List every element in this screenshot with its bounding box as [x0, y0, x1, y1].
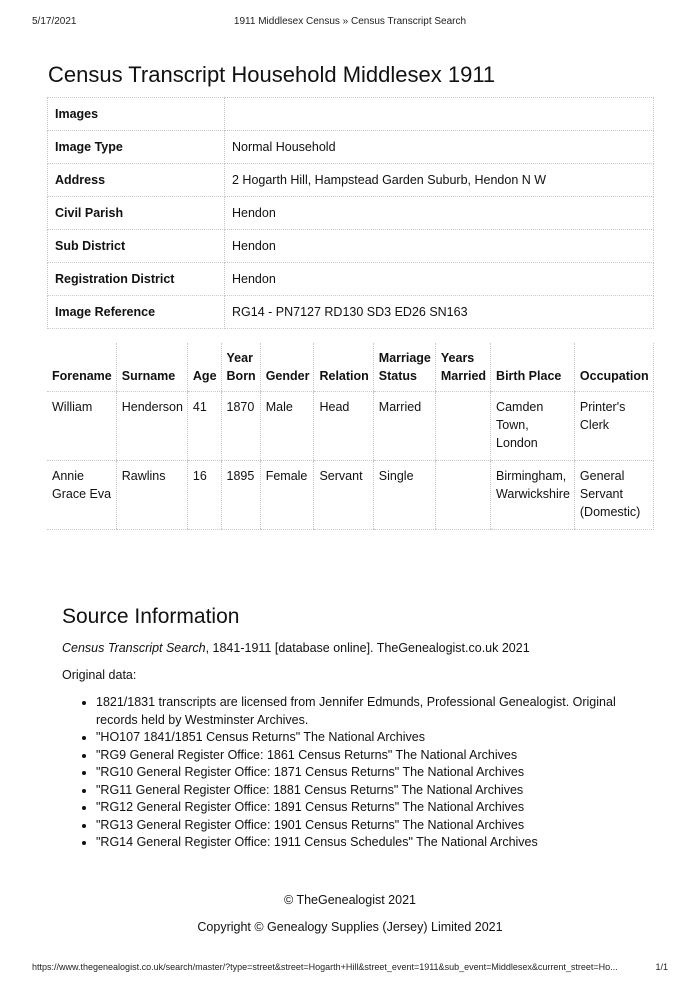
details-value: Hendon [225, 263, 654, 296]
details-label: Images [48, 98, 225, 131]
household-header-row [47, 343, 653, 392]
print-date: 5/17/2021 [32, 16, 77, 27]
citation-title: Census Transcript Search [62, 641, 206, 655]
details-row-sub-district [48, 230, 654, 263]
cell-relation: Head [314, 392, 373, 461]
list-item: • "RG12 General Register Office: 1891 Census Returns" The National Archives [96, 799, 656, 817]
cell-surname: Rawlins [116, 461, 187, 530]
cell-birth-place: Camden Town, London [491, 392, 575, 461]
list-item: • 1821/1831 transcripts are licensed from Jennifer Edmunds, Professional Genealogist. Original records held by Westminster Archives. [96, 694, 656, 729]
print-url: https://www.thegenealogist.co.uk/search/master/?type=street&street=Hogarth+Hill&street_event=1911&sub_event=Middlesex&current_street=Ho... [32, 962, 618, 972]
details-label: Registration District [48, 263, 225, 296]
details-value [225, 98, 654, 131]
cell-surname: Henderson [116, 392, 187, 461]
print-page-number: 1/1 [655, 962, 668, 972]
cell-occupation: General Servant (Domestic) [574, 461, 653, 530]
cell-gender: Female [260, 461, 314, 530]
household-members-table [47, 343, 654, 530]
list-item: • "RG11 General Register Office: 1881 Census Returns" The National Archives [96, 782, 656, 800]
list-item: • "RG14 General Register Office: 1911 Census Schedules" The National Archives [96, 834, 656, 852]
cell-year-born: 1870 [221, 392, 260, 461]
col-header-surname: Surname [116, 343, 187, 392]
page-title: Census Transcript Household Middlesex 1911 [48, 62, 496, 87]
details-value: Hendon [225, 230, 654, 263]
list-item: • "RG10 General Register Office: 1871 Census Returns" The National Archives [96, 764, 656, 782]
household-details-table [47, 97, 654, 329]
citation-text: , 1841-1911 [database online]. TheGenealogist.co.uk 2021 [205, 641, 530, 655]
cell-year-born: 1895 [221, 461, 260, 530]
details-row-image-reference [48, 296, 654, 329]
print-footer [32, 962, 668, 976]
list-item: • "RG13 General Register Office: 1901 Census Returns" The National Archives [96, 817, 656, 835]
details-value: 2 Hogarth Hill, Hampstead Garden Suburb, Hendon N W [225, 164, 654, 197]
list-item: • "RG9 General Register Office: 1861 Census Returns" The National Archives [96, 747, 656, 765]
cell-relation: Servant [314, 461, 373, 530]
table-row [47, 461, 653, 530]
source-information-heading: Source Information [62, 605, 240, 628]
footer-genealogist-copyright: © TheGenealogist 2021 [284, 893, 416, 907]
cell-years-married [435, 461, 490, 530]
cell-forename: Annie Grace Eva [47, 461, 116, 530]
details-value: RG14 - PN7127 RD130 SD3 ED26 SN163 [225, 296, 654, 329]
table-row [47, 392, 653, 461]
col-header-years-married: Years Married [435, 343, 490, 392]
details-row-images [48, 98, 654, 131]
print-page-title: 1911 Middlesex Census » Census Transcript Search [233, 16, 467, 27]
col-header-age: Age [187, 343, 221, 392]
col-header-year-born: Year Born [221, 343, 260, 392]
cell-marriage-status: Single [373, 461, 435, 530]
details-row-civil-parish [48, 197, 654, 230]
print-header [32, 16, 668, 30]
col-header-relation: Relation [314, 343, 373, 392]
details-label: Civil Parish [48, 197, 225, 230]
cell-gender: Male [260, 392, 314, 461]
details-label: Image Reference [48, 296, 225, 329]
footer-supplies-copyright: Copyright © Genealogy Supplies (Jersey) Limited 2021 [197, 920, 503, 934]
details-label: Sub District [48, 230, 225, 263]
col-header-occupation: Occupation [574, 343, 653, 392]
col-header-marriage-status: Marriage Status [373, 343, 435, 392]
col-header-forename: Forename [47, 343, 116, 392]
col-header-birth-place: Birth Place [491, 343, 575, 392]
details-value: Hendon [225, 197, 654, 230]
details-row-image-type [48, 131, 654, 164]
details-row-address [48, 164, 654, 197]
cell-forename: William [47, 392, 116, 461]
original-data-label: Original data: [62, 668, 137, 682]
list-item: • "HO107 1841/1851 Census Returns" The National Archives [96, 729, 656, 747]
details-label: Image Type [48, 131, 225, 164]
cell-age: 41 [187, 392, 221, 461]
col-header-gender: Gender [260, 343, 314, 392]
cell-years-married [435, 392, 490, 461]
source-citation [62, 641, 530, 655]
details-row-registration-district [48, 263, 654, 296]
cell-birth-place: Birmingham, Warwickshire [491, 461, 575, 530]
source-list [62, 694, 656, 852]
cell-age: 16 [187, 461, 221, 530]
cell-marriage-status: Married [373, 392, 435, 461]
details-label: Address [48, 164, 225, 197]
cell-occupation: Printer's Clerk [574, 392, 653, 461]
details-value: Normal Household [225, 131, 654, 164]
